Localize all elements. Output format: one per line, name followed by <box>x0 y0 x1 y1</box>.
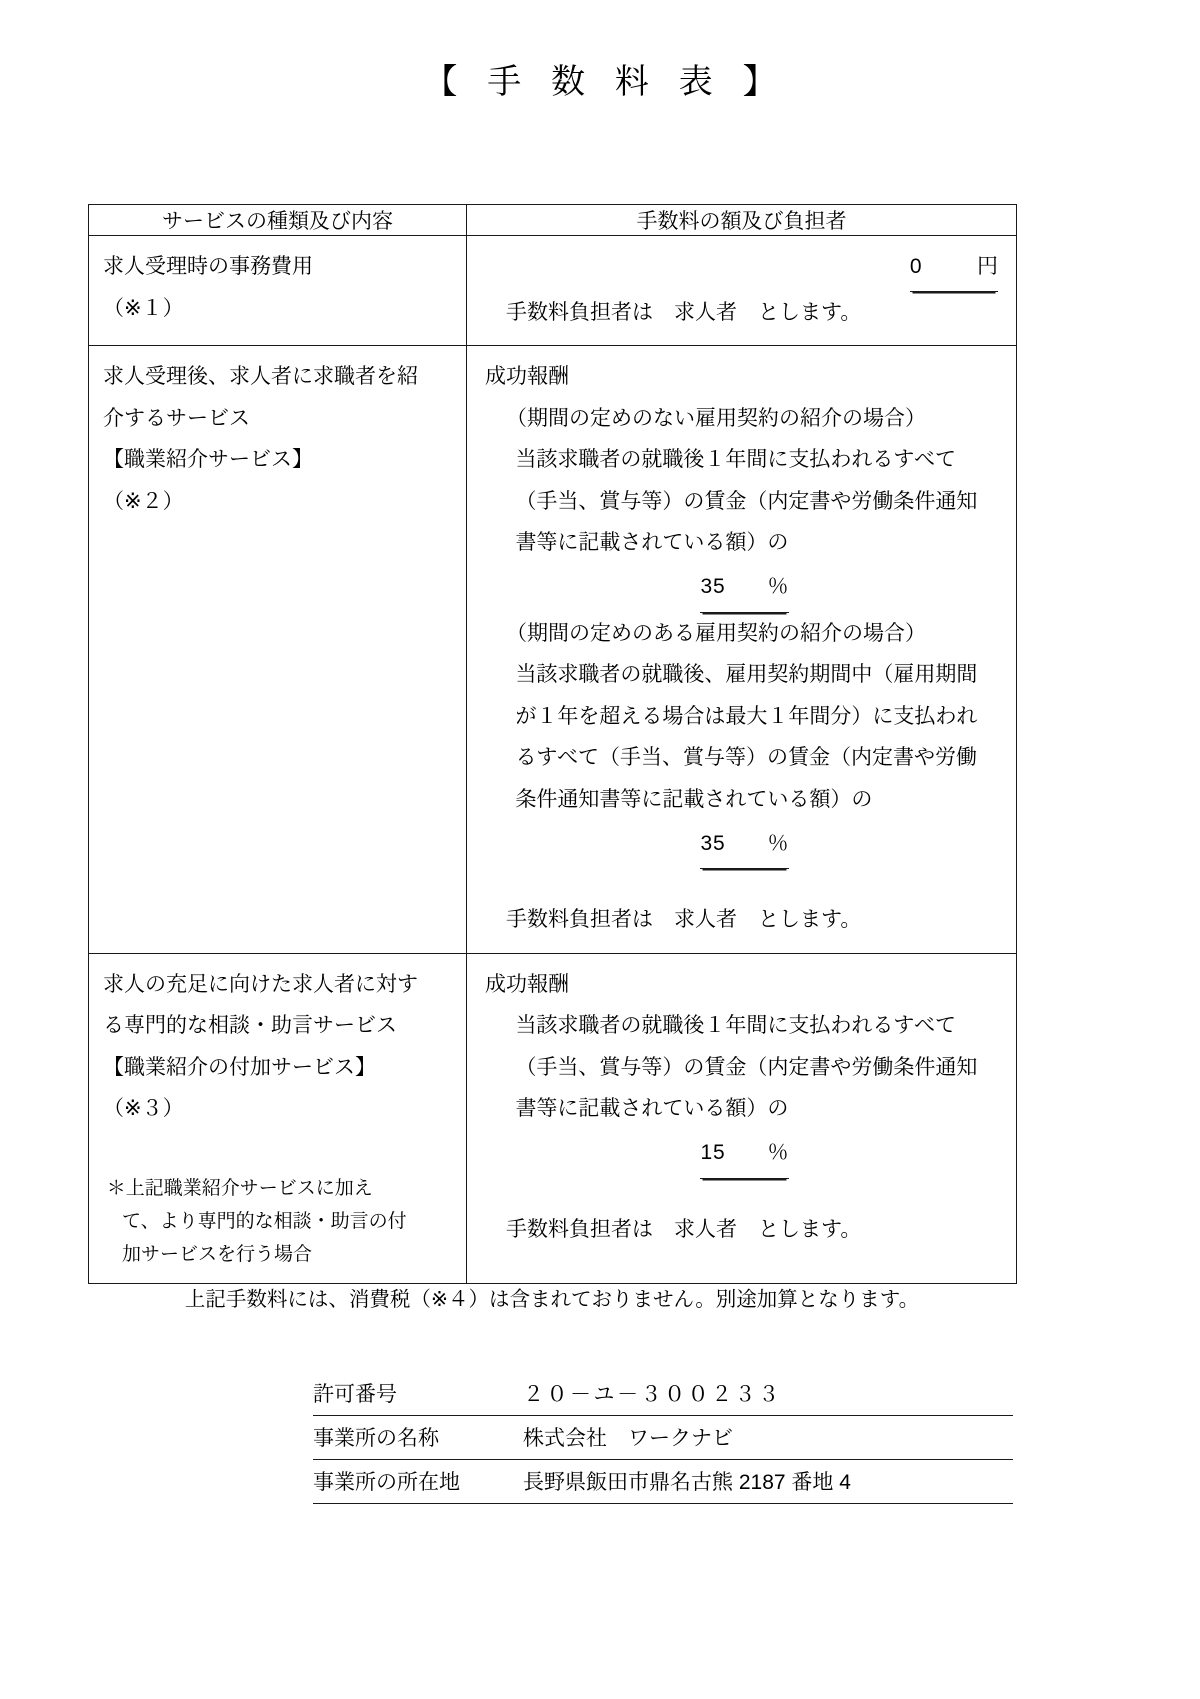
fee-bearer-text: 手数料負担者は 求人者 とします。 <box>506 908 862 932</box>
fee-heading: 成功報酬 <box>485 365 569 389</box>
service-note <box>103 1141 454 1271</box>
info-label: 事業所の所在地 <box>313 1471 460 1494</box>
page-title: 【 手 数 料 表 】 <box>423 63 787 101</box>
table-row <box>89 346 1017 954</box>
fee-percent-value: 35 <box>700 831 726 855</box>
service-cell-1 <box>89 236 467 346</box>
info-value: 株式会社 ワークナビ <box>523 1427 733 1450</box>
fee-case-line: 当該求職者の就職後、雇用契約期間中（雇用期間 <box>515 663 978 687</box>
service-line: （※１） <box>103 296 184 320</box>
fee-case-line: るすべて（手当、賞与等）の賃金（内定書や労働 <box>515 746 978 770</box>
service-line: 求人受理後、求人者に求職者を紹 <box>103 365 418 389</box>
establishment-info <box>313 1372 1013 1504</box>
fee-bearer-text: 手数料負担者は 求人者 とします。 <box>506 300 862 324</box>
fee-percent-row <box>485 1132 1004 1179</box>
service-line: 【職業紹介の付加サービス】 <box>103 1055 376 1079</box>
fee-percent-unit: ％ <box>767 831 789 855</box>
fee-percent-underline <box>700 823 788 870</box>
fee-cell-2 <box>467 346 1017 954</box>
fee-percent-unit: ％ <box>767 1140 789 1164</box>
service-line: る専門的な相談・助言サービス <box>103 1014 397 1038</box>
fee-percent-underline <box>700 566 788 613</box>
service-cell-3 <box>89 953 467 1284</box>
fee-case-line: （手当、賞与等）の賃金（内定書や労働条件通知 <box>515 1055 978 1079</box>
fee-case-title: （期間の定めのない雇用契約の紹介の場合） <box>506 406 926 430</box>
fee-case-line: 当該求職者の就職後１年間に支払われるすべて <box>515 1014 957 1038</box>
info-row-company-name <box>313 1416 1013 1460</box>
fee-amount-row <box>485 246 1004 292</box>
spacer <box>485 869 1004 899</box>
service-line: 求人受理時の事務費用 <box>103 255 313 278</box>
fee-case-line: 書等に記載されている額）の <box>515 531 789 555</box>
fee-percent-row <box>485 566 1004 613</box>
service-note-line: 加サービスを行う場合 <box>122 1244 313 1266</box>
fee-percent-value: 15 <box>700 1140 726 1164</box>
fee-cell-1 <box>467 236 1017 346</box>
info-value: ２０－ユ－３００２３３ <box>523 1383 782 1406</box>
fee-percent-underline <box>700 1132 788 1179</box>
fee-percent-value: 35 <box>700 575 726 599</box>
service-line: （※３） <box>103 1097 184 1121</box>
service-line: 介するサービス <box>103 406 250 430</box>
info-row-permit-number <box>313 1372 1013 1416</box>
column-header-fee: 手数料の額及び負担者 <box>467 205 1017 236</box>
table-header-row <box>89 205 1017 236</box>
table-row <box>89 953 1017 1284</box>
fee-table <box>88 204 1017 1284</box>
info-row-company-address <box>313 1460 1013 1504</box>
service-note-line: ＊上記職業紹介サービスに加え <box>106 1177 373 1199</box>
fee-bearer-text: 手数料負担者は 求人者 とします。 <box>506 1217 862 1241</box>
fee-heading: 成功報酬 <box>485 972 569 996</box>
fee-case-title: （期間の定めのある雇用契約の紹介の場合） <box>506 621 926 645</box>
tax-note: 上記手数料には、消費税（※４）は含まれておりません。別途加算となります。 <box>184 1288 920 1311</box>
fee-case-line: が１年を超える場合は最大１年間分）に支払われ <box>515 704 978 728</box>
fee-case-line: 条件通知書等に記載されている額）の <box>515 787 873 811</box>
fee-amount-unit: 円 <box>977 255 998 278</box>
column-header-service: サービスの種類及び内容 <box>89 205 467 236</box>
fee-percent-unit: ％ <box>767 575 789 599</box>
fee-case-line: 当該求職者の就職後１年間に支払われるすべて <box>515 448 957 472</box>
fee-cell-3 <box>467 953 1017 1284</box>
fee-amount-value: 0 <box>909 255 923 278</box>
service-line: 【職業紹介サービス】 <box>103 448 313 472</box>
fee-amount-underline <box>910 246 998 292</box>
fee-case-line: （手当、賞与等）の賃金（内定書や労働条件通知 <box>515 489 978 513</box>
fee-percent-row <box>485 823 1004 870</box>
service-note-line: て、より専門的な相談・助言の付 <box>122 1210 407 1232</box>
spacer <box>485 1179 1004 1209</box>
fee-case-line: 書等に記載されている額）の <box>515 1097 789 1121</box>
table-row <box>89 236 1017 346</box>
service-line: （※２） <box>103 489 184 513</box>
service-line: 求人の充足に向けた求人者に対す <box>103 972 418 996</box>
info-value: 長野県飯田市鼎名古熊 2187 番地 4 <box>523 1471 851 1494</box>
service-cell-2 <box>89 346 467 954</box>
info-label: 事業所の名称 <box>313 1427 439 1450</box>
info-label: 許可番号 <box>313 1383 397 1406</box>
